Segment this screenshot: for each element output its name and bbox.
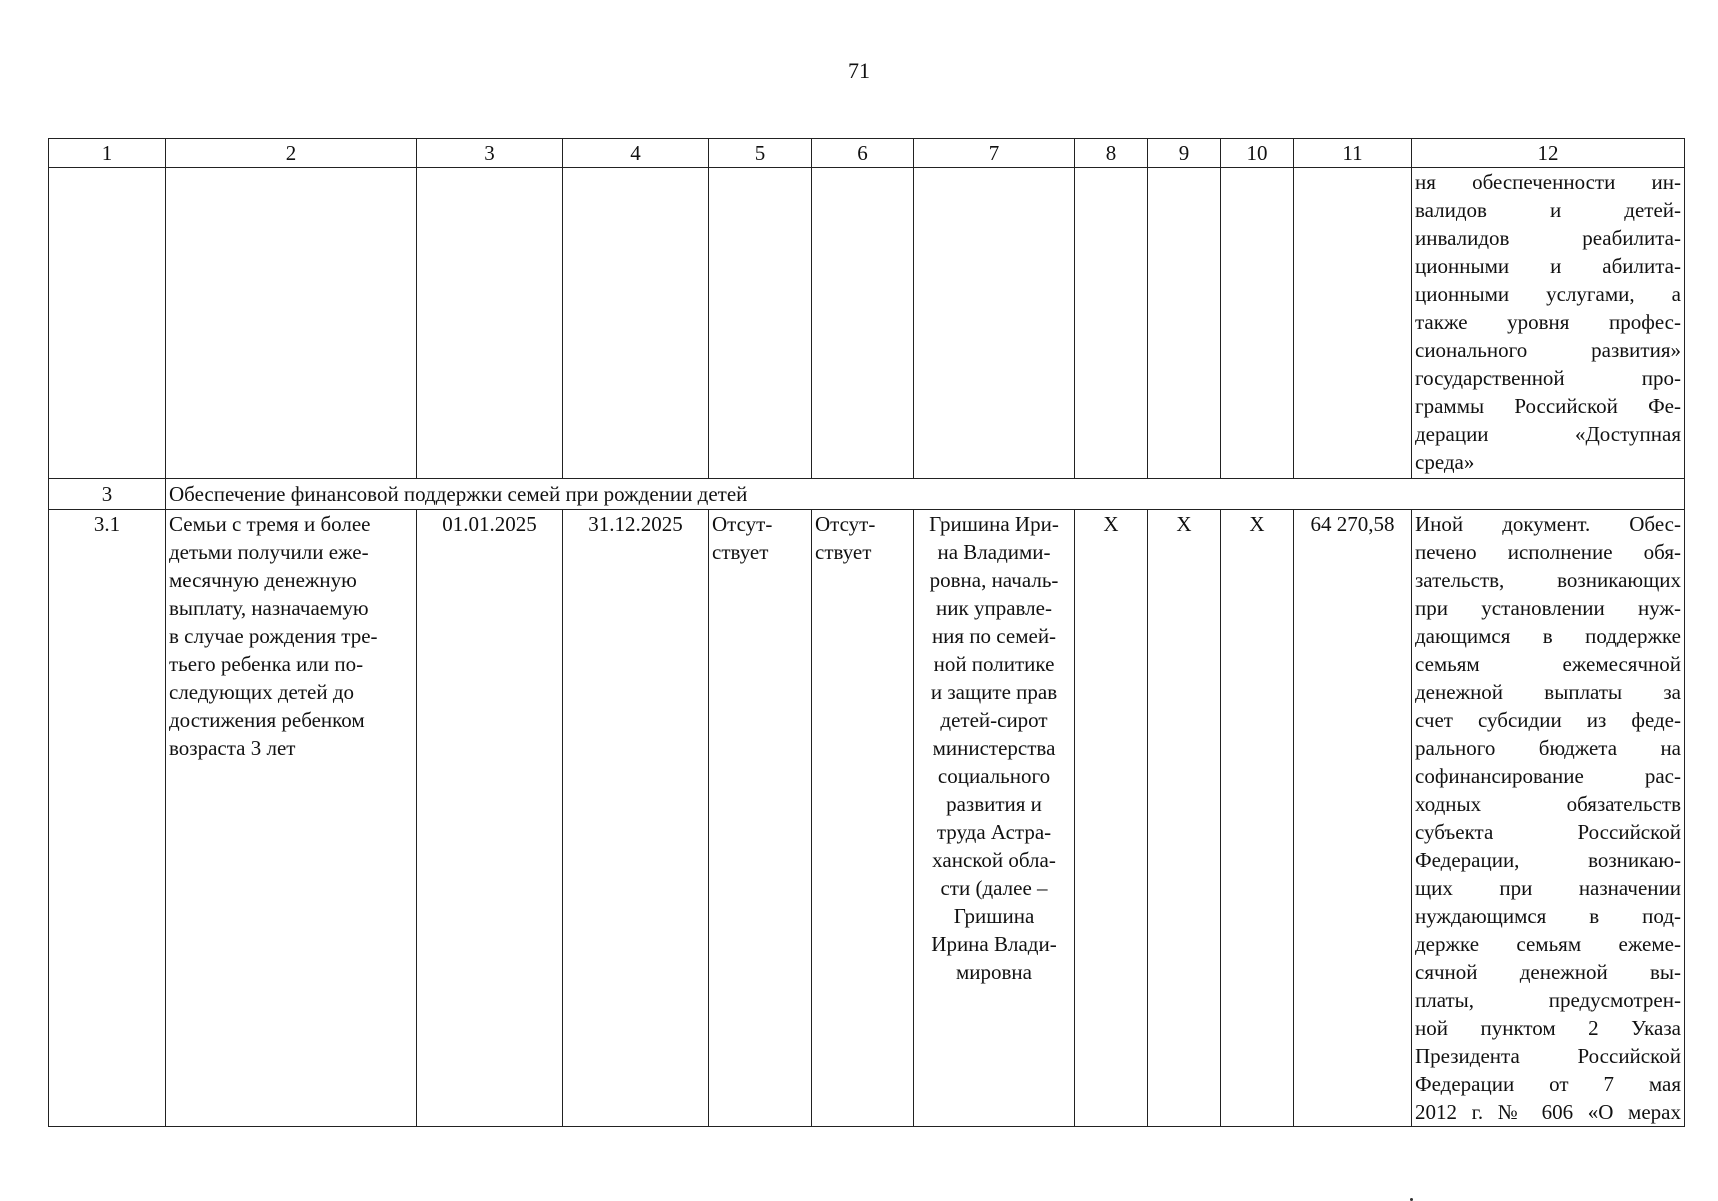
col-header: 4	[563, 139, 709, 168]
col-header: 9	[1148, 139, 1221, 168]
col-header: 5	[709, 139, 812, 168]
col-header: 2	[166, 139, 417, 168]
col9-value: Х	[1148, 510, 1221, 1127]
col-header: 8	[1075, 139, 1148, 168]
col-header: 6	[812, 139, 914, 168]
col10-value: Х	[1221, 510, 1294, 1127]
end-date: 31.12.2025	[563, 510, 709, 1127]
responsible-person: Гришина Ири- на Владими- ровна, началь- ник управле- ния по семей- ной политике и защите прав детей-сирот министерства социального развития и труда Астра- ханской обла- сти (далее – Гришина Ирина Влади- мировна	[914, 510, 1075, 1127]
section-row	[49, 479, 1685, 510]
col-header: 7	[914, 139, 1075, 168]
continuation-row	[49, 168, 1685, 479]
col6-value: Отсут- ствует	[812, 510, 914, 1127]
col8-value: Х	[1075, 510, 1148, 1127]
column-numbers-row	[49, 139, 1685, 168]
continuation-text: ня обеспеченности ин- валидов и детей- инвалидов реабилита- ционными и абилита- ционными услугами, а также уровня профес- сионального развития» государственной про- граммы Российской Фе- дерации «Доступная среда»	[1412, 168, 1685, 479]
row-description: Семьи с тремя и более детьми получили еже- месячную денежную выплату, назначаемую в случае рождения тре- тьего ребенка или по- следующих детей до достижения ребенком возраста 3 лет	[166, 510, 417, 1127]
section-title: Обеспечение финансовой поддержки семей при рождении детей	[166, 479, 1685, 510]
table-row	[49, 510, 1685, 1127]
col-header: 3	[417, 139, 563, 168]
col-header: 11	[1294, 139, 1412, 168]
amount-value: 64 270,58	[1294, 510, 1412, 1127]
col-header: 1	[49, 139, 166, 168]
page-number: 71	[848, 58, 870, 83]
section-number: 3	[49, 479, 166, 510]
col-header: 12	[1412, 139, 1685, 168]
row-number: 3.1	[49, 510, 166, 1127]
program-table	[48, 138, 1685, 1127]
start-date: 01.01.2025	[417, 510, 563, 1127]
document-text: Иной документ. Обес- печено исполнение обя- зательств, возникающих при установлении нуж- дающимся в поддержке семьям ежемесячной денежной выплаты за счет субсидии из феде- рального бюджета на софинансирование рас- ходных обязательств субъекта Российской Федерации, возникаю- щих при назначении нуждающимся в под- держке семьям ежеме- сячной денежной вы- платы, предусмотрен- ной пунктом 2 Указа Президента Российской Федерации от 7 мая 2012 г. № 606 «О мерах	[1412, 510, 1685, 1127]
col-header: 10	[1221, 139, 1294, 168]
col5-value: Отсут- ствует	[709, 510, 812, 1127]
